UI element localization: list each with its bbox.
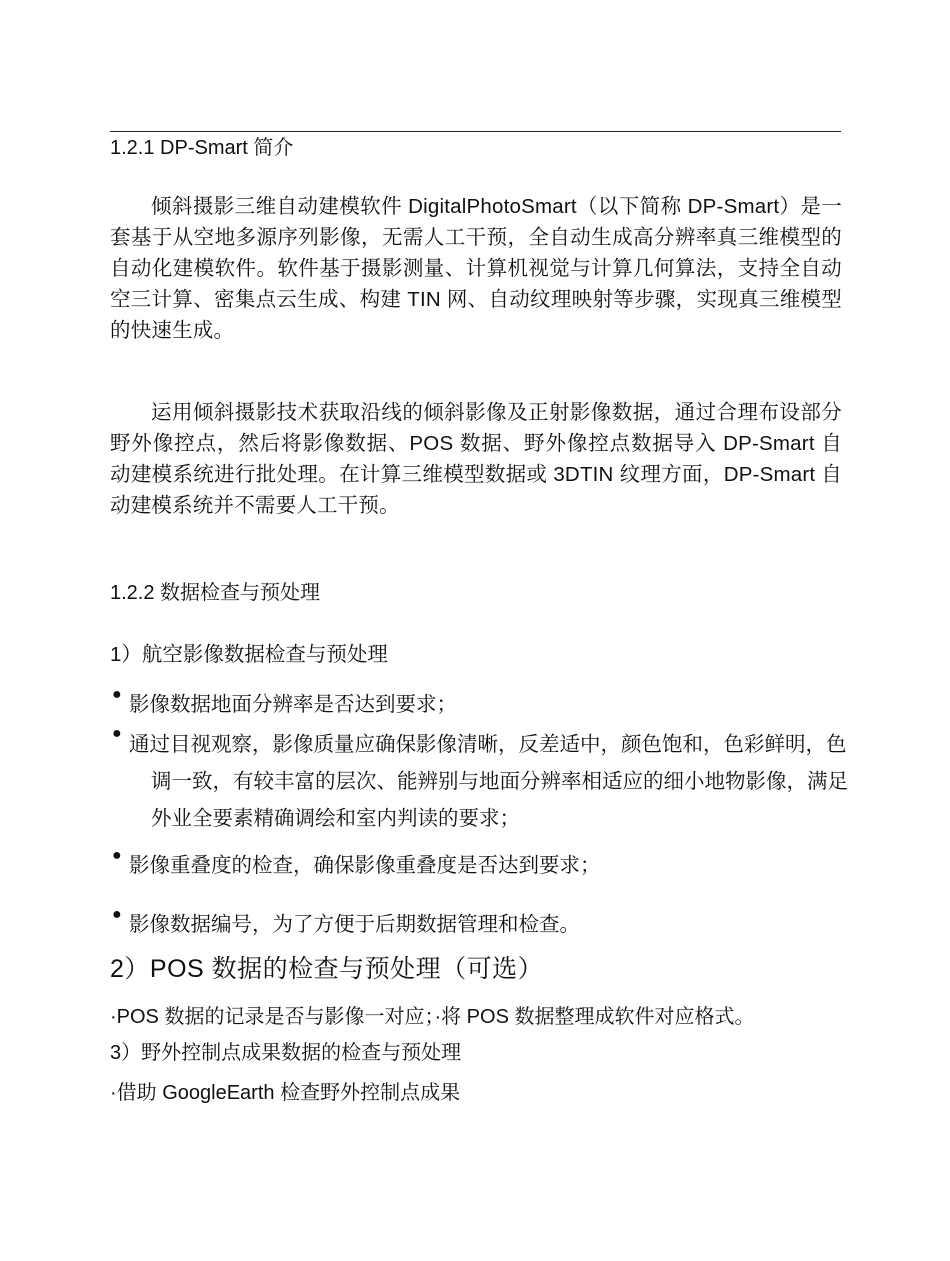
bullet-icon: ● bbox=[112, 847, 122, 864]
section-heading-1-2-1: 1.2.1 DP-Smart 简介 bbox=[110, 137, 294, 159]
bullet-item bbox=[110, 907, 840, 943]
control-point-check-line: ·借助 GoogleEarth 检查野外控制点成果 bbox=[110, 1082, 461, 1104]
bullet-item bbox=[110, 687, 840, 723]
bullet-icon: ● bbox=[112, 725, 122, 742]
bullet-text: 影像重叠度的检查，确保影像重叠度是否达到要求； bbox=[129, 854, 601, 877]
pos-check-line: ·POS 数据的记录是否与影像一对应；·将 POS 数据整理成软件对应格式。 bbox=[110, 1006, 755, 1028]
bullet-item bbox=[110, 848, 840, 884]
bullet-text: 通过目视观察，影像质量应确保影像清晰，反差适中，颜色饱和，色彩鲜明，色调一致，有较丰富的层次、能辨别与地面分辨率相适应的细小地物影像，满足外业全要素精确调绘和室内判读的要求； bbox=[129, 733, 848, 830]
bullet-item bbox=[110, 725, 848, 837]
subsection-title-aerial: 1）航空影像数据检查与预处理 bbox=[110, 643, 388, 666]
intro-paragraph-1: 倾斜摄影三维自动建模软件 DigitalPhotoSmart（以下简称 DP-Smart）是一套基于从空地多源序列影像，无需人工干预，全自动生成高分辨率真三维模型的自动化建模软件。软件基于摄影测量、计算机视觉与计算几何算法，支持全自动空三计算、密集点云生成、构建 TIN 网、自动纹理映射等步骤，实现真三维模型的快速生成。 bbox=[110, 195, 842, 342]
bullet-icon: ● bbox=[112, 686, 122, 703]
bullet-text: 影像数据地面分辨率是否达到要求； bbox=[129, 693, 457, 716]
subsection-title-control-points: 3）野外控制点成果数据的检查与预处理 bbox=[110, 1042, 462, 1064]
bullet-text: 影像数据编号，为了方便于后期数据管理和检查。 bbox=[129, 913, 580, 936]
intro-paragraph-2: 运用倾斜摄影技术获取沿线的倾斜影像及正射影像数据，通过合理布设部分野外像控点，然后将影像数据、POS 数据、野外像控点数据导入 DP-Smart 自动建模系统进行批处理。在计算三维模型数据或 3DTIN 纹理方面，DP-Smart 自动建模系统并不需要人工干预。 bbox=[110, 401, 842, 517]
section-heading-1-2-2: 1.2.2 数据检查与预处理 bbox=[110, 582, 321, 604]
subsection-title-pos: 2）POS 数据的检查与预处理（可选） bbox=[110, 955, 544, 983]
header-rule bbox=[110, 131, 841, 132]
bullet-icon: ● bbox=[112, 906, 122, 923]
